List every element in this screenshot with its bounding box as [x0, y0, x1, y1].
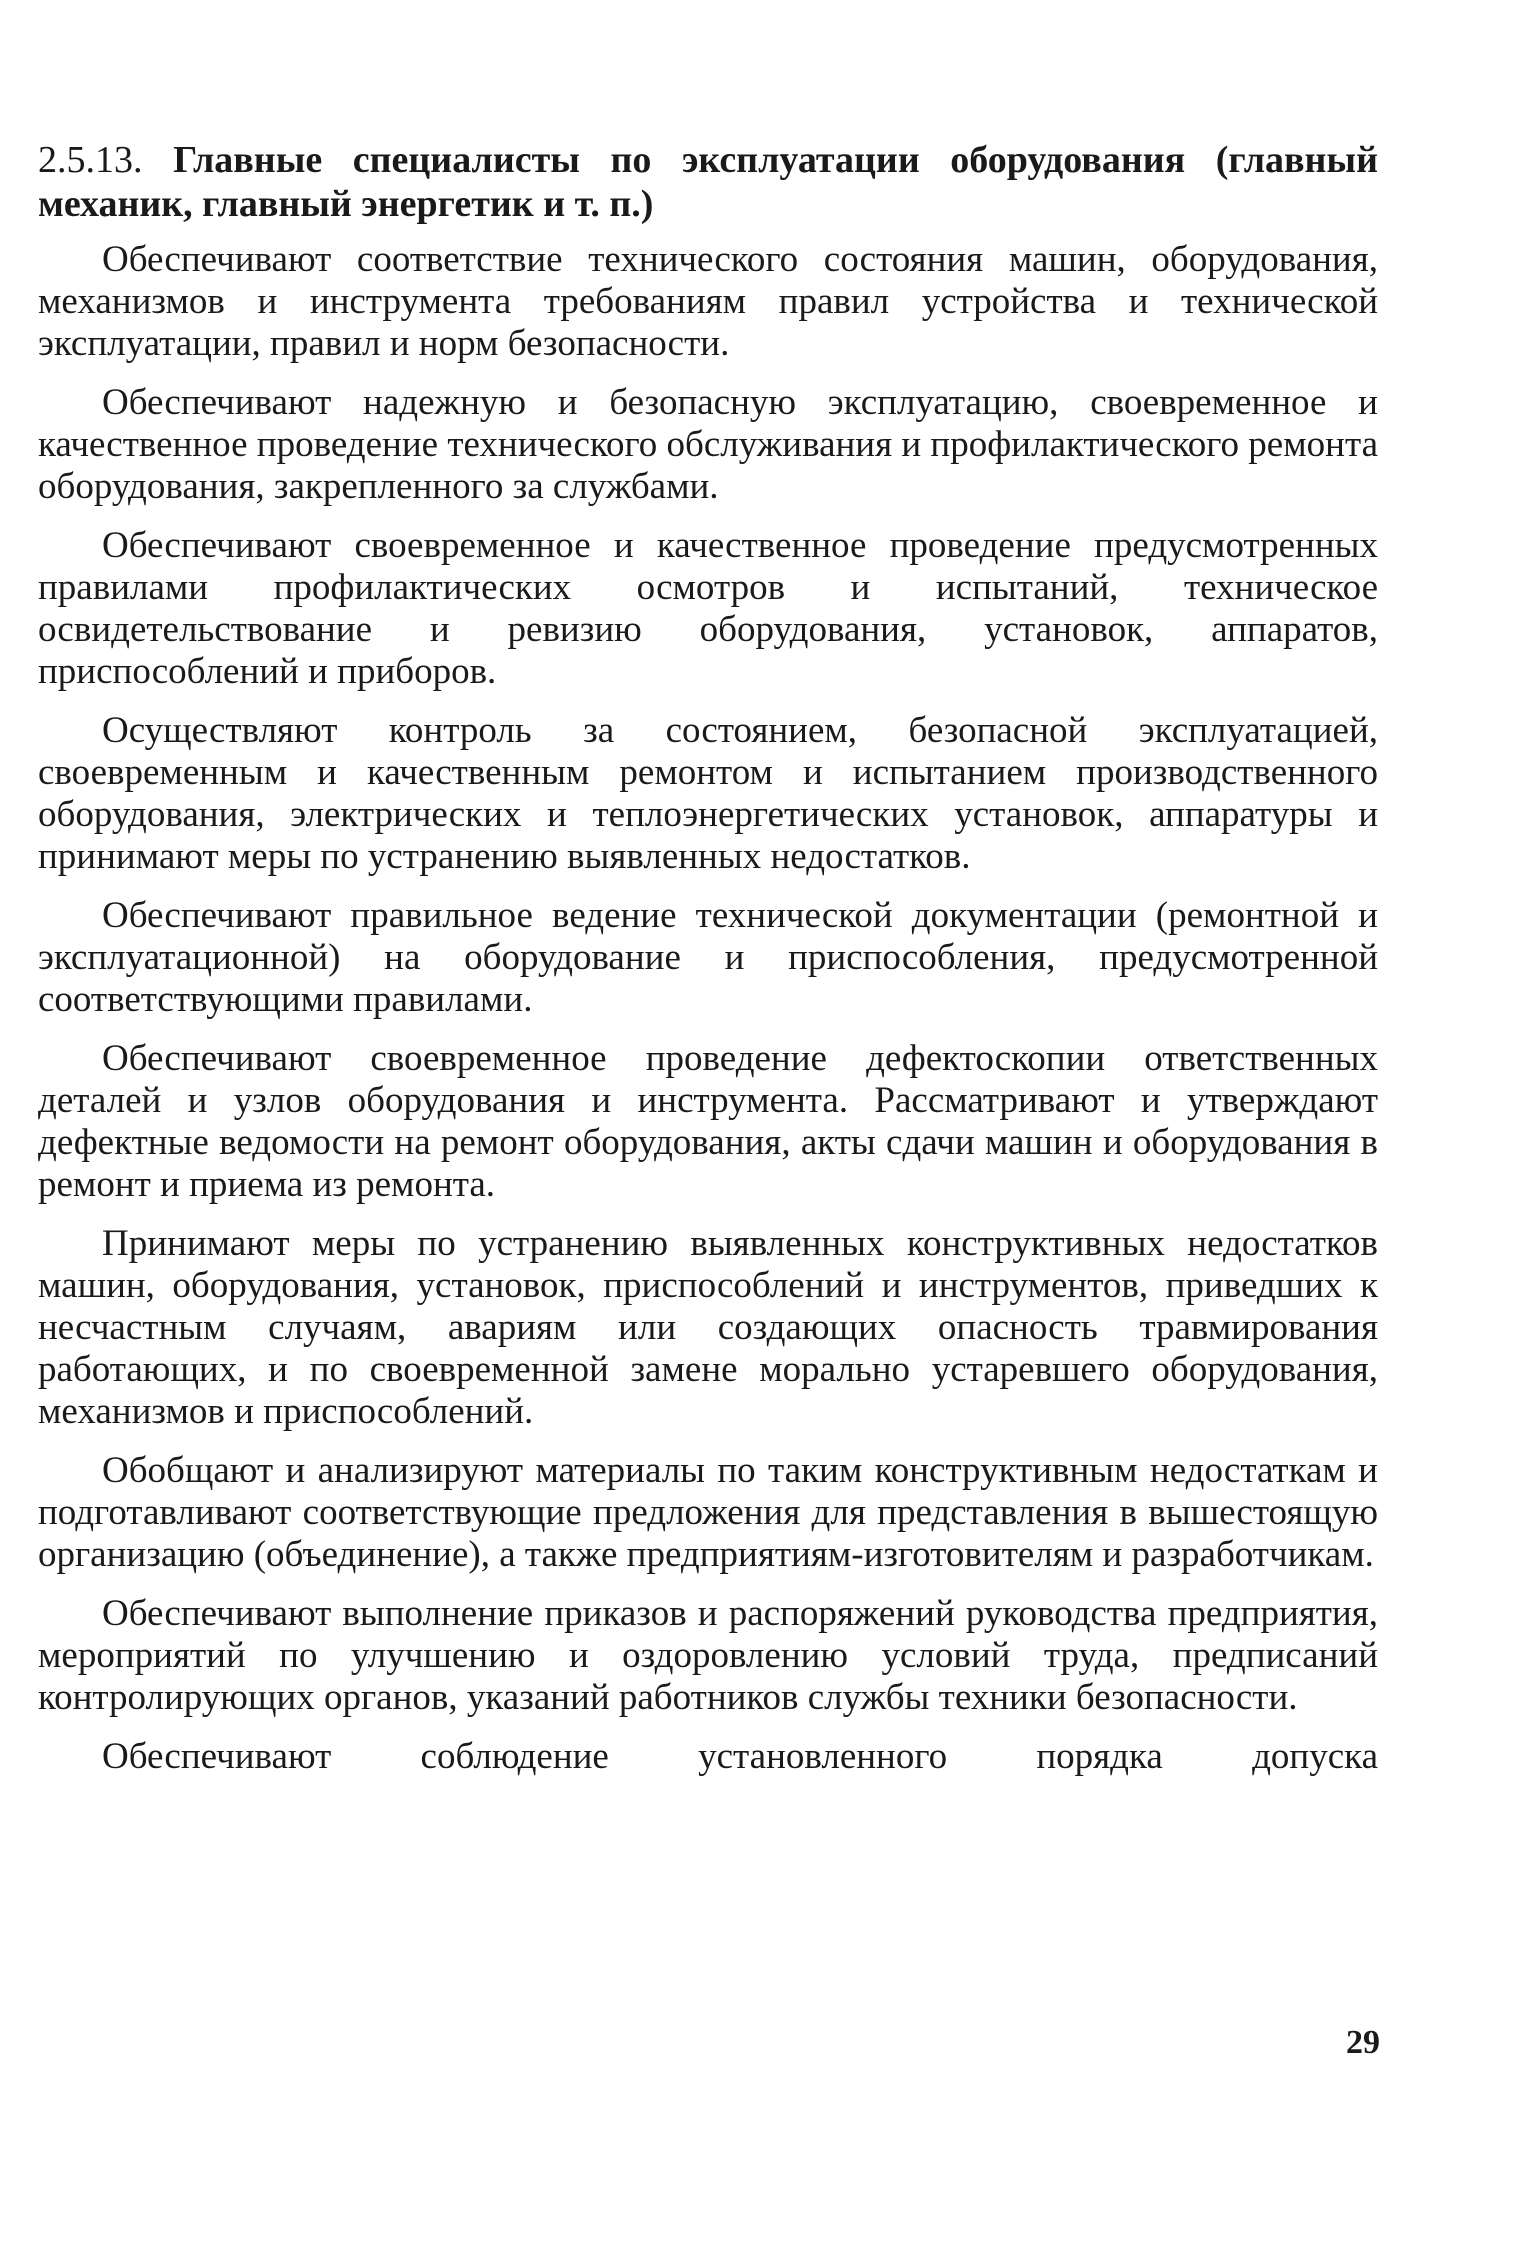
paragraph: Принимают меры по устранению выявленных конструктивных недостатков машин, оборудования, установок, приспособлений и инструментов, приведших к несчастным случаям, авариям или создающих опасность травмирования работающих, и по своевременной замене морально устаревшего оборудования, механизмов и приспособлений.	[38, 1223, 1378, 1432]
section-title: Главные специалисты по эксплуатации оборудования (главный механик, главный энергетик и т. п.)	[38, 139, 1378, 225]
paragraph: Обеспечивают своевременное проведение дефектоскопии ответственных деталей и узлов оборудования и инструмента. Рассматривают и утверждают дефектные ведомости на ремонт оборудования, акты сдачи машин и оборудования в ремонт и приема из ремонта.	[38, 1038, 1378, 1205]
section-heading	[38, 138, 1378, 226]
paragraph: Обобщают и анализируют материалы по таким конструктивным недостаткам и подготавливают соответствующие предложения для представления в вышестоящую организацию (объединение), а также предприятиям-изготовителям и разработчикам.	[38, 1450, 1378, 1575]
page-number: 29	[1346, 2024, 1380, 2061]
paragraph: Обеспечивают надежную и безопасную эксплуатацию, своевременное и качественное проведение технического обслуживания и профилактического ремонта оборудования, закрепленного за службами.	[38, 382, 1378, 507]
paragraph: Обеспечивают своевременное и качественное проведение предусмотренных правилами профилактических осмотров и испытаний, техническое освидетельствование и ревизию оборудования, установок, аппаратов, приспособлений и приборов.	[38, 525, 1378, 692]
paragraph: Обеспечивают правильное ведение технической документации (ремонтной и эксплуатационной) на оборудование и приспособления, предусмотренной соответствующими правилами.	[38, 895, 1378, 1020]
section-number: 2.5.13.	[38, 139, 143, 181]
paragraph: Осуществляют контроль за состоянием, безопасной эксплуатацией, своевременным и качественным ремонтом и испытанием производственного оборудования, электрических и теплоэнергетических установок, аппаратуры и принимают меры по устранению выявленных недостатков.	[38, 710, 1378, 877]
text-column	[38, 138, 1378, 1778]
paragraph: Обеспечивают выполнение приказов и распоряжений руководства предприятия, мероприятий по улучшению и оздоровлению условий труда, предписаний контролирующих органов, указаний работников службы техники безопасности.	[38, 1593, 1378, 1718]
paragraph: Обеспечивают соответствие технического состояния машин, оборудования, механизмов и инструмента требованиям правил устройства и технической эксплуатации, правил и норм безопасности.	[38, 239, 1378, 364]
paragraph-continued: Обеспечивают соблюдение установленного порядка допуска	[102, 1736, 1378, 1777]
